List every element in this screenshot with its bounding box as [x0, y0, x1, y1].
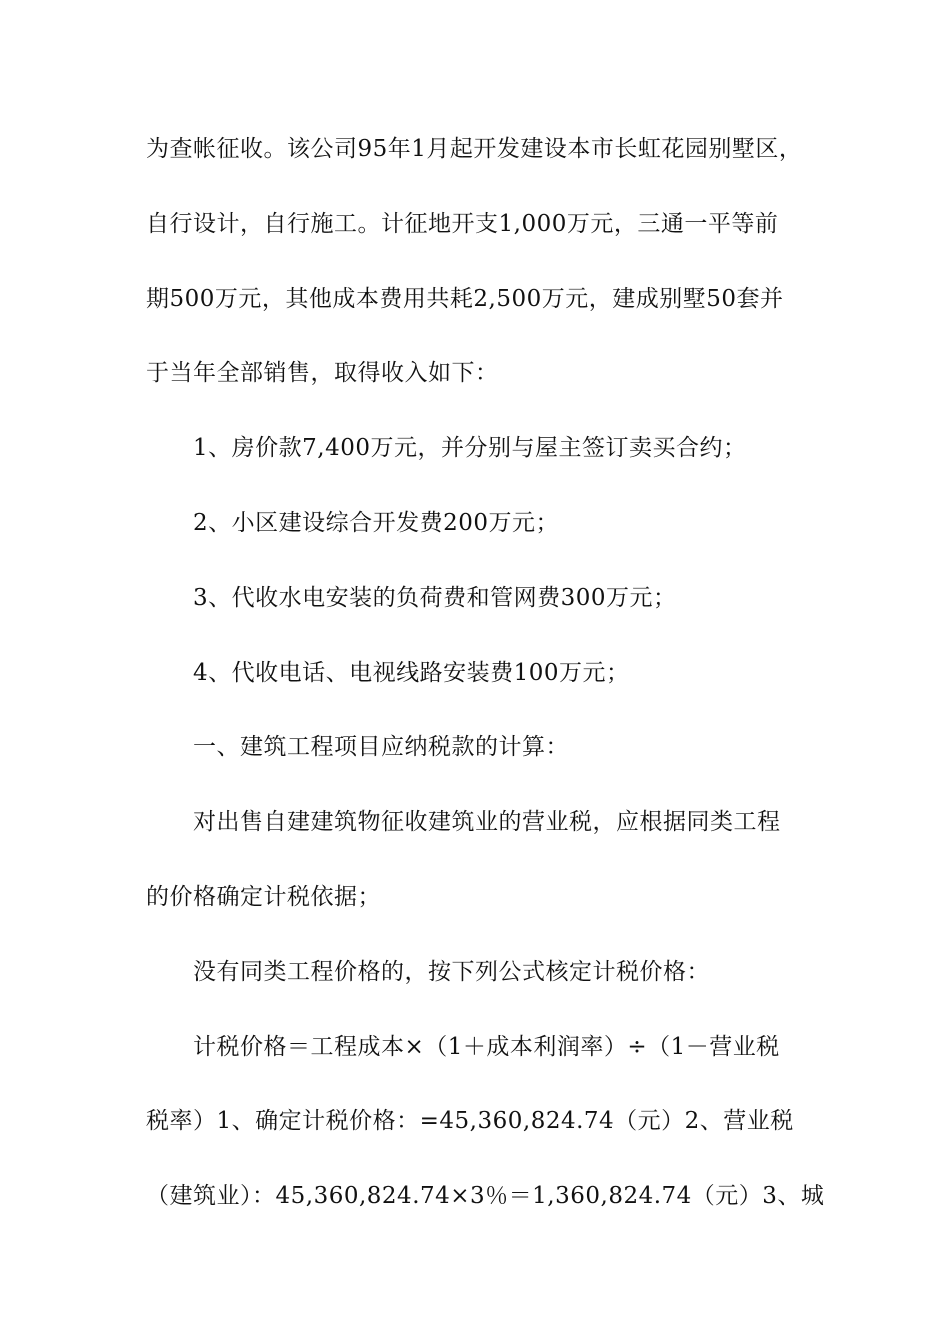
section-heading: 一、建筑工程项目应纳税款的计算： [193, 734, 569, 761]
paragraph-line-intro-4: 于当年全部销售，取得收入如下： [146, 360, 499, 387]
paragraph-line-intro-1: 为查帐征收。该公司95年1月起开发建设本市长虹花园别墅区， [146, 136, 803, 162]
formula-line-3: （建筑业）：45,360,824.74×3％＝1,360,824.74（元）3、城 [146, 1183, 825, 1210]
paragraph-line-intro-3: 期500万元，其他成本费用共耗2,500万元，建成别墅50套并 [146, 285, 784, 312]
formula-line-2: 税率）1、确定计税价格：=45,360,824.74（元）2、营业税 [146, 1108, 794, 1135]
paragraph-line-formula-intro: 没有同类工程价格的，按下列公式核定计税价格： [193, 958, 710, 985]
list-item-1: 1、房价款7,400万元，并分别与屋主签订卖买合约； [193, 435, 747, 462]
paragraph-line-basis-1: 对出售自建建筑物征收建筑业的营业税，应根据同类工程 [193, 809, 781, 836]
formula-line-1: 计税价格＝工程成本×（1＋成本利润率）÷（1－营业税 [193, 1033, 780, 1060]
paragraph-line-intro-2: 自行设计，自行施工。计征地开支1,000万元，三通一平等前 [146, 210, 779, 237]
list-item-2: 2、小区建设综合开发费200万元； [193, 509, 560, 536]
list-item-4: 4、代收电话、电视线路安装费100万元； [193, 659, 630, 686]
list-item-3: 3、代收水电安装的负荷费和管网费300万元； [193, 584, 677, 611]
paragraph-line-basis-2: 的价格确定计税依据； [146, 883, 381, 910]
document-body [146, 125, 825, 1247]
